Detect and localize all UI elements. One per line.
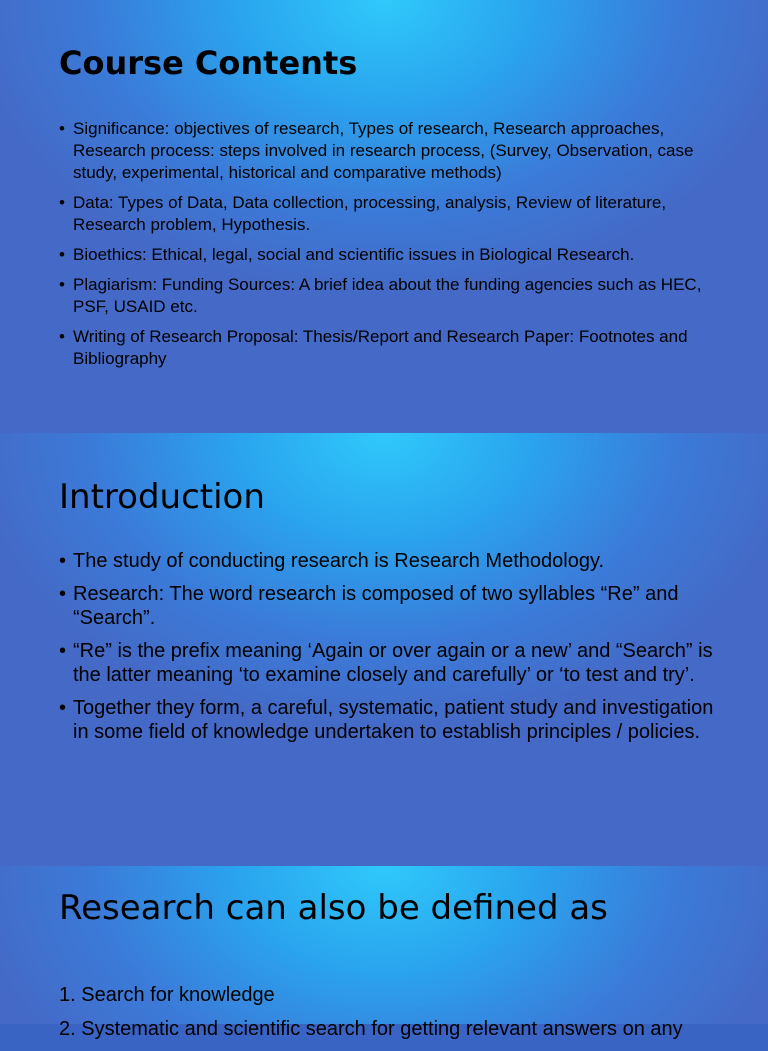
slide-introduction [0,433,768,866]
list-item: • Research: The word research is composed of two syllables “Re” and “Search”. [59,583,679,629]
list-item: • Bioethics: Ethical, legal, social and scientific issues in Biological Research. [59,245,635,264]
list-item: 2. Systematic and scientific search for getting relevant answers on any [59,1018,683,1040]
list-item: 1. Search for knowledge [59,984,275,1006]
bullet-icon: • [59,327,65,346]
bullet-icon: • [59,193,65,212]
bullet-list [59,549,719,753]
bullet-icon: • [59,550,67,572]
list-item: • “Re” is the prefix meaning ‘Again or over again or a new’ and “Search” is the latter meaning ‘to examine closely and carefully’ or ‘to test and try’. [59,640,713,686]
bullet-list [59,118,719,378]
slide-research-definition [0,866,768,1040]
bullet-icon: • [59,640,67,662]
numbered-list [59,983,739,1051]
list-item: • The study of conducting research is Research Methodology. [59,550,605,572]
slide-title: Research can also be defined as [59,888,608,928]
list-item: • Data: Types of Data, Data collection, processing, analysis, Review of literature, Research problem, Hypothesis. [59,193,667,234]
list-item: • Together they form, a careful, systematic, patient study and investigation in some field of knowledge undertaken to establish principles / policies. [59,697,714,743]
list-item: • Writing of Research Proposal: Thesis/Report and Research Paper: Footnotes and Bibliography [59,327,688,368]
bullet-icon: • [59,245,65,264]
bullet-icon: • [59,119,65,138]
slide-title: Introduction [59,477,265,517]
bullet-icon: • [59,275,65,294]
list-item: • Plagiarism: Funding Sources: A brief idea about the funding agencies such as HEC, PSF, USAID etc. [59,275,702,316]
slide-course-contents [0,0,768,433]
list-item: • Significance: objectives of research, Types of research, Research approaches, Research process: steps involved in research process, (Survey, Observation, case study, experimental, historical and comparative methods) [59,119,694,182]
bullet-icon: • [59,583,67,605]
bullet-icon: • [59,697,67,719]
slide-title: Course Contents [59,44,358,82]
